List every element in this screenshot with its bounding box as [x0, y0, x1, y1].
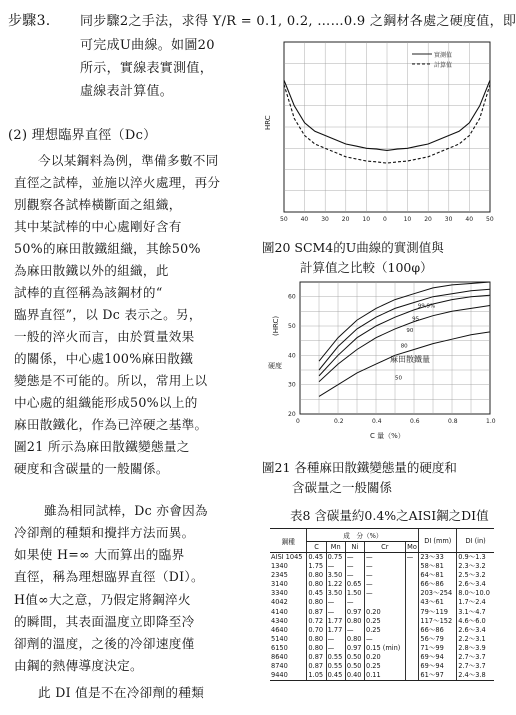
fig21-ytick-label: 30: [288, 381, 296, 389]
table-cell: 2.3～3.2: [457, 562, 494, 571]
section2-line-13: 麻田散鐵化，作為已淬硬之基準。: [14, 417, 208, 432]
table-cell: 0.72: [307, 617, 326, 626]
table-cell: 61～97: [419, 671, 457, 681]
table-cell: —: [345, 598, 364, 607]
table-cell: 0.25: [365, 662, 406, 671]
table-cell: 0.75: [326, 553, 345, 563]
table-cell: —: [326, 635, 345, 644]
fig20-ylabel: HRC: [264, 115, 272, 130]
step3-line-1: 同步驟2之手法，求得 Y/R = 0.1, 0.2, ……0.9 之鋼材各處之硬度值，即: [80, 14, 516, 29]
table-cell: 0.97: [345, 644, 364, 653]
fig21-series-label: 50: [395, 375, 402, 382]
table-cell: 2.7～3.7: [457, 662, 494, 671]
table8-col-ni: Ni: [345, 542, 364, 553]
section2-line-10: 的關係，中心處100%麻田散鐵: [14, 351, 194, 366]
table-cell: 4.6～6.0: [457, 617, 494, 626]
table-cell: 0.45: [307, 553, 326, 563]
table-cell: [405, 671, 419, 681]
table-cell: —: [405, 553, 419, 563]
table-cell: 2.2～3.1: [457, 635, 494, 644]
section2-p2-line-9: 此 DI 值是不在冷卻劑的種類: [38, 685, 205, 700]
table8-col-group: 成 分（%）: [307, 529, 419, 542]
section2-line-15: 硬度和含碳量的一般關係。: [14, 461, 169, 476]
table-cell: 0.80: [307, 644, 326, 653]
step3-line-2: 可完成U曲線。如圖20: [80, 38, 215, 53]
table-cell: 3.50: [326, 589, 345, 598]
fig21-series-label: 99.9%: [417, 303, 436, 310]
table-cell: 43～61: [419, 598, 457, 607]
section2-p2-line-8: 由鋼的熱傳導度決定。: [14, 658, 143, 673]
section2-line-9: 一般的淬火而言，由於質量效果: [14, 329, 195, 344]
table-cell: 203～254: [419, 589, 457, 598]
table-cell: 1.77: [326, 617, 345, 626]
table-cell: 5140: [271, 634, 288, 643]
table8: [270, 528, 494, 681]
table-cell: 0.50: [345, 662, 364, 671]
table8-grid: [270, 528, 494, 681]
table-cell: 0.55: [326, 662, 345, 671]
table-cell: 0.11: [365, 671, 406, 681]
table-cell: 0.87: [307, 653, 326, 662]
table-cell: —: [365, 571, 406, 580]
table-cell: 56～79: [419, 635, 457, 644]
fig20-xtick-label: 40: [300, 216, 309, 223]
table-cell: 1.22: [326, 580, 345, 589]
table-cell: —: [345, 553, 364, 563]
table-cell: —: [365, 580, 406, 589]
table-cell: 0.45: [307, 589, 326, 598]
table8-col-c: C: [307, 542, 326, 553]
table-row: [270, 580, 494, 589]
step3-line-4: 虛線表計算值。: [80, 84, 174, 99]
table-cell: 3340: [271, 589, 288, 598]
section2-line-7: 試棒的直徑稱為該鋼材的“: [14, 285, 163, 300]
table-cell: —: [345, 626, 364, 635]
table-row: [270, 553, 494, 563]
section2-line-8: 臨界直徑”，以 Dc 表示之。另，: [14, 307, 202, 322]
table-cell: 8.0～10.0: [457, 589, 494, 598]
table-cell: 0.20: [365, 653, 406, 662]
table-cell: 0.65: [345, 580, 364, 589]
fig21-ytick-label: 50: [288, 323, 296, 330]
table-cell: 69～94: [419, 653, 457, 662]
table-cell: 66～86: [419, 626, 457, 635]
table-cell: 0.40: [345, 671, 364, 681]
table-row: [270, 626, 494, 635]
fig20-caption-2: 計算值之比較（100φ）: [300, 260, 433, 275]
table-cell: [405, 598, 419, 607]
table-cell: [405, 644, 419, 653]
table-cell: 0.80: [307, 635, 326, 644]
table8-col-mo: Mo: [405, 542, 419, 553]
fig21-series-line: [319, 332, 490, 397]
table-cell: 23～33: [419, 553, 457, 563]
fig20-legend-calculated: 計算值: [434, 62, 453, 69]
table-cell: —: [345, 571, 364, 580]
table-cell: 1.75: [307, 562, 326, 571]
table-cell: —: [365, 562, 406, 571]
table-cell: 4042: [271, 598, 288, 607]
fig20-xtick-label: 50: [486, 216, 494, 223]
fig20-legend: [412, 51, 452, 69]
fig21-xtick-label: 0: [296, 418, 300, 425]
table-cell: 0.15 (min): [365, 644, 406, 653]
fig21-xtick-label: 0.2: [334, 418, 344, 425]
fig20-xtick-label: 10: [362, 216, 371, 223]
fig20-xtick-label: 10: [403, 216, 412, 223]
table-cell: [365, 598, 406, 607]
table-cell: 0.80: [345, 617, 364, 626]
fig21-series-label: 80: [400, 343, 408, 350]
fig21-series-label: 90: [406, 327, 414, 334]
table8-title: 表8 含碳量約0.4%之AISI鋼之DI值: [290, 508, 489, 523]
fig20-xtick-label: 0: [383, 216, 387, 223]
fig21-caption: 圖21 各種麻田散鐵變態量的硬度和: [262, 460, 457, 475]
section2-line-14: 圖21 所示為麻田散鐵變態量之: [14, 439, 190, 454]
table-cell: —: [326, 644, 345, 653]
table8-col-steel: 鋼種: [270, 529, 307, 553]
table-cell: 1.7～2.4: [457, 598, 494, 607]
table-cell: 1.05: [307, 671, 326, 681]
step3-label: 步驟3.: [8, 13, 51, 29]
table-cell: 9440: [270, 671, 307, 681]
table-cell: 1340: [271, 562, 288, 571]
table8-col-mn: Mn: [326, 542, 345, 553]
table-cell: [405, 571, 419, 580]
table-row: [270, 598, 494, 607]
table-cell: 0.50: [345, 653, 364, 662]
fig21-xtick-label: 1.0: [486, 418, 496, 425]
section2-p2-line-6: 的瞬間，其表面溫度立即降至冷: [14, 614, 195, 629]
table-cell: 0.97: [345, 608, 364, 617]
table-cell: —: [365, 553, 406, 563]
fig21-hardness-chart: [262, 276, 494, 444]
table-cell: 0.87: [307, 662, 326, 671]
step3-line-3: 所示，實線表實測值，: [80, 61, 214, 76]
fig21-xtick-label: 0.8: [448, 418, 458, 425]
table-cell: [405, 562, 419, 571]
fig20-xtick-label: 20: [424, 216, 432, 223]
table-cell: 3140: [271, 580, 288, 589]
table-cell: [405, 608, 419, 617]
fig20-xtick-label: 30: [444, 216, 453, 223]
table-cell: 2.5～3.2: [457, 571, 494, 580]
section2-title: (2) 理想臨界直徑（Dc）: [8, 128, 157, 143]
table-cell: 0.80: [307, 580, 326, 589]
table-cell: 2.7～3.7: [457, 653, 494, 662]
table-cell: 2.6～3.4: [457, 580, 494, 589]
section2-line-12: 中心處的組織能形成50%以上的: [14, 395, 198, 410]
section2-line-1: 今以某鋼料為例，準備多數不同: [38, 153, 219, 168]
table-cell: 2345: [271, 571, 288, 580]
fig21-xlabel: C 量（%）: [370, 432, 405, 440]
table-cell: —: [326, 562, 345, 571]
fig21-ytick-label: 20: [288, 411, 296, 418]
table-cell: —: [365, 589, 406, 598]
table-cell: 66～86: [419, 580, 457, 589]
table-row: [270, 562, 494, 571]
table-cell: 0.25: [365, 617, 406, 626]
table-row: [270, 671, 494, 681]
table-cell: 4340: [271, 616, 288, 625]
fig21-ytick-label: 60: [288, 293, 296, 301]
section2-line-3: 別觀察各試棒橫斷面之組織，: [14, 197, 182, 212]
table-row: [270, 589, 494, 598]
fig20-xtick-label: 20: [341, 216, 350, 223]
fig21-series-label: 95: [412, 316, 420, 323]
table8-col-cr: Cr: [365, 542, 406, 553]
fig20-legend-measured: 實測值: [434, 52, 453, 59]
table-cell: [405, 653, 419, 662]
table8-col-di-mm: DI (mm): [419, 529, 457, 553]
table-row: [270, 608, 494, 617]
table-cell: 3.1～4.7: [457, 608, 494, 617]
section2-p2-line-5: H值∞大之意，乃假定將鋼淬火: [14, 592, 191, 607]
table-cell: 0.80: [307, 598, 326, 607]
table-cell: 8640: [271, 653, 288, 662]
table-cell: 58～81: [419, 562, 457, 571]
table-row: [270, 662, 494, 671]
table-cell: 79～119: [419, 608, 457, 617]
table-cell: 0.20: [365, 608, 406, 617]
table-cell: 2.6～3.4: [457, 626, 494, 635]
table-cell: —: [326, 598, 345, 607]
section2-p2-line-1: 雖為相同試棒，Dc 亦會因為: [44, 503, 208, 518]
fig21-caption-2: 含碳量之一般關係: [292, 480, 393, 495]
table-cell: [405, 589, 419, 598]
section2-p2-line-2: 冷卻劑的種類和攪拌方法而異。: [14, 525, 195, 540]
fig21-curve-label: 麻田散鐵量: [390, 355, 430, 364]
table-cell: 4640: [271, 625, 288, 634]
table-cell: [405, 580, 419, 589]
table-cell: 117～152: [419, 617, 457, 626]
table-cell: 0.80: [307, 571, 326, 580]
table-cell: 0.55: [326, 653, 345, 662]
section2-line-6: 為麻田散鐵以外的組織，此: [14, 263, 169, 278]
table-row: [270, 653, 494, 662]
table-cell: 0.9～1.3: [457, 553, 494, 563]
section2-p2-line-3: 如果使 H=∞ 大而算出的臨界: [14, 547, 185, 562]
fig21-xtick-label: 0.4: [372, 418, 382, 425]
fig21-xtick-label: 0.6: [410, 418, 420, 425]
section2-line-5: 50%的麻田散鐵組織，其餘50%: [14, 241, 201, 256]
section2-line-2: 直徑之試棒，並施以淬火處理，再分: [14, 175, 221, 190]
table8-col-di-in: DI (in): [457, 529, 494, 553]
table-cell: 6150: [271, 643, 288, 652]
fig21-ylabel-2: (HRC): [272, 315, 280, 336]
table-row: [270, 635, 494, 644]
table-row: [270, 617, 494, 626]
table-cell: 2.8～3.9: [457, 644, 494, 653]
table-cell: 0.45: [326, 671, 345, 681]
table-cell: 0.70: [307, 626, 326, 635]
table-cell: —: [345, 562, 364, 571]
table-cell: 2.4～3.8: [457, 671, 494, 681]
table-cell: 0.80: [345, 635, 364, 644]
table-cell: —: [365, 635, 406, 644]
table-row: [270, 644, 494, 653]
table-cell: 3.50: [326, 571, 345, 580]
table-cell: [405, 662, 419, 671]
fig20-xtick-label: 50: [280, 216, 288, 223]
fig21-ytick-label: 40: [288, 352, 296, 360]
fig20-u-curve-chart: [262, 36, 494, 232]
table-cell: 4140: [271, 607, 288, 616]
table-cell: 1.50: [345, 589, 364, 598]
table-cell: AISI 1045: [271, 553, 303, 561]
table-row: [270, 571, 494, 580]
fig21-ylabel: 硬度: [268, 362, 282, 370]
table-cell: 8740: [271, 662, 288, 671]
fig20-xtick-label: 40: [465, 216, 474, 223]
table-cell: [405, 617, 419, 626]
table-cell: —: [326, 608, 345, 617]
section2-p2-line-7: 卻劑的溫度，之後的冷卻速度僅: [14, 636, 195, 651]
table-cell: 64～81: [419, 571, 457, 580]
table-cell: [405, 626, 419, 635]
table-cell: 69～94: [419, 662, 457, 671]
section2-p2-line-4: 直徑，稱為理想臨界直徑（DI）。: [14, 569, 204, 584]
table-cell: 0.25: [365, 626, 406, 635]
section2-line-11: 變態是不可能的。所以，常用上以: [14, 373, 208, 388]
table-cell: 71～99: [419, 644, 457, 653]
table-cell: [405, 635, 419, 644]
fig20-caption: 圖20 SCM4的U曲線的實測值與: [262, 240, 444, 255]
table-cell: 0.87: [307, 608, 326, 617]
section2-line-4: 其中某試棒的中心處剛好含有: [14, 219, 182, 234]
fig20-xtick-label: 30: [321, 216, 329, 223]
table-cell: 1.77: [326, 626, 345, 635]
